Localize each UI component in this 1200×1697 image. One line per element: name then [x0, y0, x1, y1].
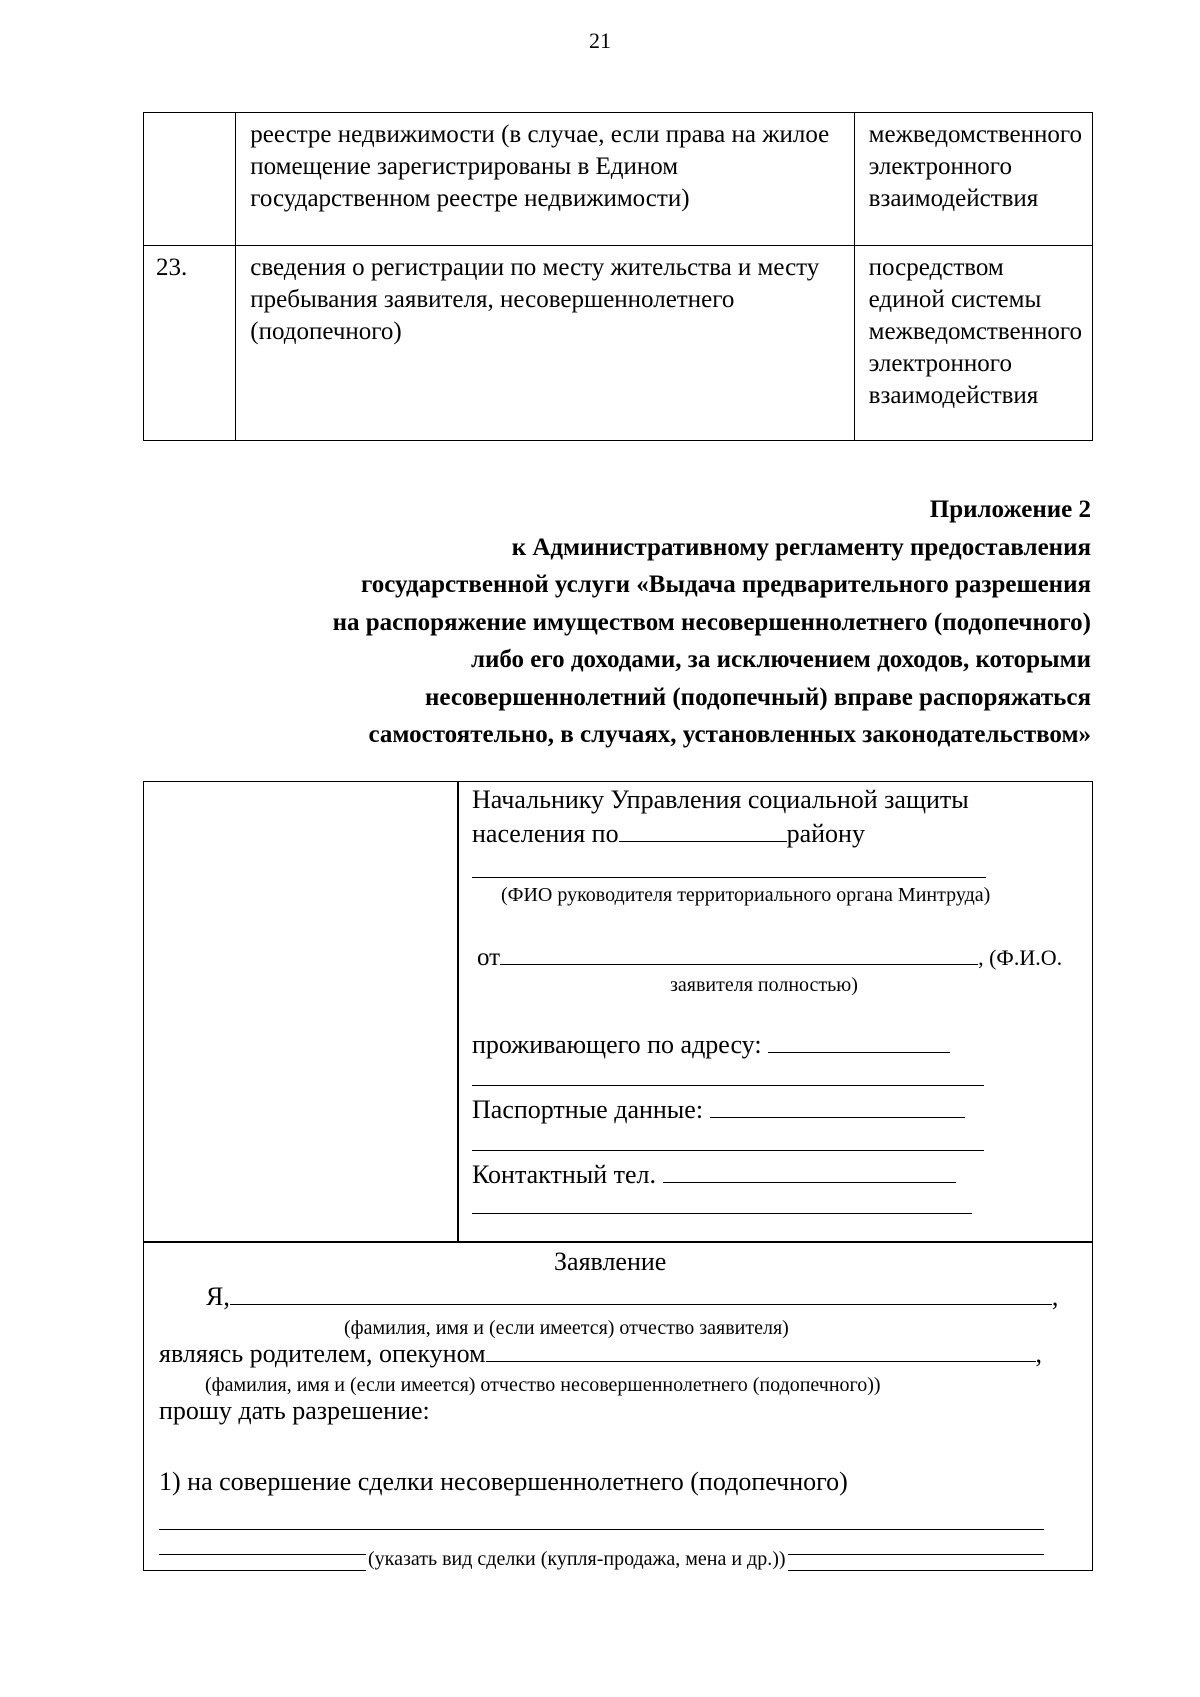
appendix-line: несовершеннолетний (подопечный) вправе распоряжаться — [425, 683, 1091, 711]
from-caption: заявителя полностью) — [670, 974, 858, 996]
passport-label: Паспортные данные: — [472, 1095, 704, 1124]
appendix-line: государственной услуги «Выдача предварительного разрешения — [361, 571, 1091, 598]
item-1: 1) на совершение сделки несовершеннолетнего (подопечного) — [159, 1467, 848, 1496]
minor-name-field[interactable] — [486, 1337, 1036, 1362]
phone-field-line2[interactable] — [472, 1213, 972, 1214]
documents-table — [143, 112, 1093, 441]
address-line — [472, 1028, 950, 1061]
district-suffix: району — [786, 819, 865, 848]
from-line — [477, 940, 1062, 974]
parent-label: являясь родителем, опекуном — [159, 1339, 486, 1368]
row-number: 23. — [144, 246, 236, 441]
row-method: посредством единой системы межведомственного электронного взаимодействия — [854, 246, 1092, 441]
appendix-line: на распоряжение имуществом несовершеннолетнего (подопечного) — [332, 608, 1091, 636]
row-method: межведомственного электронного взаимодействия — [854, 113, 1092, 246]
column-divider — [457, 782, 459, 1241]
from-suffix: , (Ф.И.О. — [978, 945, 1063, 970]
head-name-field[interactable] — [472, 877, 986, 878]
passport-line — [472, 1093, 965, 1126]
parent-line — [159, 1337, 1042, 1370]
page-number: 21 — [589, 28, 611, 53]
district-line — [472, 817, 865, 850]
recipient-title: Начальнику Управления социальной защиты — [472, 785, 969, 814]
passport-field-line2[interactable] — [472, 1150, 984, 1151]
parent-comma: , — [1035, 1339, 1043, 1368]
appendix-header — [191, 491, 1091, 754]
address-label: проживающего по адресу: — [472, 1030, 762, 1059]
row-description: сведения о регистрации по месту жительства и месту пребывания заявителя, несовершеннолетнего (подопечного) — [236, 246, 854, 441]
address-field-line2[interactable] — [472, 1085, 984, 1086]
deal-field-line1[interactable] — [159, 1529, 1044, 1530]
i-label: Я, — [206, 1282, 230, 1311]
district-field[interactable] — [619, 817, 787, 842]
applicant-fullname-field[interactable] — [230, 1280, 1052, 1305]
applicant-line — [206, 1280, 1058, 1313]
from-label: от — [477, 944, 501, 971]
deal-caption: (указать вид сделки (купля-продажа, мена и др.)) — [368, 1548, 786, 1570]
appendix-line: к Административному регламенту предоставления — [511, 533, 1091, 561]
phone-field[interactable] — [663, 1158, 956, 1183]
district-prefix: населения по — [472, 819, 619, 848]
row-number — [144, 113, 236, 246]
address-field[interactable] — [768, 1028, 950, 1053]
minor-caption: (фамилия, имя и (если имеется) отчество несовершеннолетнего (подопечного)) — [205, 1374, 881, 1396]
request-label: прошу дать разрешение: — [159, 1396, 430, 1425]
row-description: реестре недвижимости (в случае, если права на жилое помещение зарегистрированы в Едином государственном реестре недвижимости) — [236, 113, 854, 246]
statement-title: Заявление — [554, 1247, 667, 1276]
phone-line — [472, 1158, 956, 1191]
table-row — [144, 246, 1093, 441]
appendix-line: либо его доходами, за исключением доходов, которыми — [470, 646, 1091, 673]
application-form — [143, 781, 1093, 1571]
passport-field[interactable] — [710, 1093, 965, 1118]
phone-label: Контактный тел. — [472, 1160, 657, 1189]
applicant-name-field[interactable] — [500, 940, 978, 965]
appendix-line: самостоятельно, в случаях, установленных законодательством» — [368, 721, 1091, 748]
head-name-caption: (ФИО руководителя территориального органа Минтруда) — [501, 884, 991, 906]
section-divider — [144, 1241, 1092, 1243]
table-row — [144, 113, 1093, 246]
applicant-comma: , — [1051, 1282, 1059, 1311]
appendix-title: Приложение 2 — [929, 496, 1091, 523]
applicant-caption: (фамилия, имя и (если имеется) отчество заявителя) — [344, 1317, 789, 1339]
